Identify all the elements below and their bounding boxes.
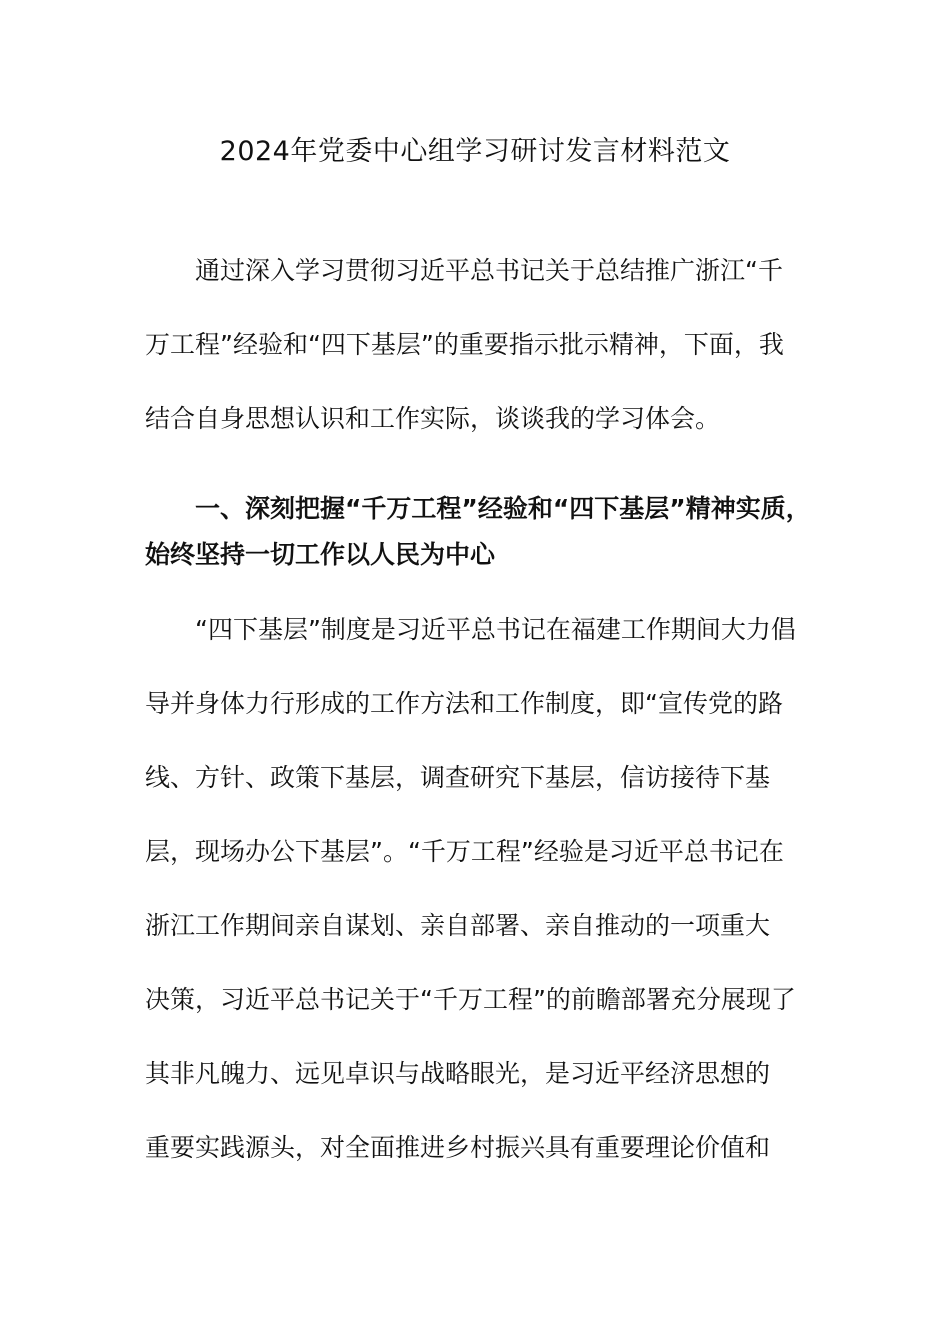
heading-line: 一、深刻把握“千万工程”经验和“四下基层”精神实质， [195,494,811,523]
body-line: 层，现场办公下基层”。“千万工程”经验是习近平总书记在 [145,837,784,866]
body-line: 导并身体力行形成的工作方法和工作制度，即“宣传党的路 [145,689,783,718]
section-heading [145,486,811,578]
body-line: 重要实践源头，对全面推进乡村振兴具有重要理论价值和 [145,1133,771,1162]
intro-paragraph [145,234,807,456]
intro-line: 结合自身思想认识和工作实际，谈谈我的学习体会。 [145,404,721,433]
body-line: 其非凡魄力、远见卓识与战略眼光，是习近平经济思想的 [145,1059,771,1088]
body-paragraph [145,593,807,1185]
body-line: “四下基层”制度是习近平总书记在福建工作期间大力倡 [195,615,796,644]
intro-line: 通过深入学习贯彻习近平总书记关于总结推广浙江“千 [195,256,783,285]
body-line: 决策，习近平总书记关于“千万工程”的前瞻部署充分展现了 [145,985,796,1014]
body-line: 线、方针、政策下基层，调查研究下基层，信访接待下基 [145,763,771,792]
document-title: 2024年党委中心组学习研讨发言材料范文 [219,136,731,167]
heading-line: 始终坚持一切工作以人民为中心 [145,540,496,569]
body-line: 浙江工作期间亲自谋划、亲自部署、亲自推动的一项重大 [145,911,771,940]
intro-line: 万工程”经验和“四下基层”的重要指示批示精神，下面，我 [145,330,784,359]
